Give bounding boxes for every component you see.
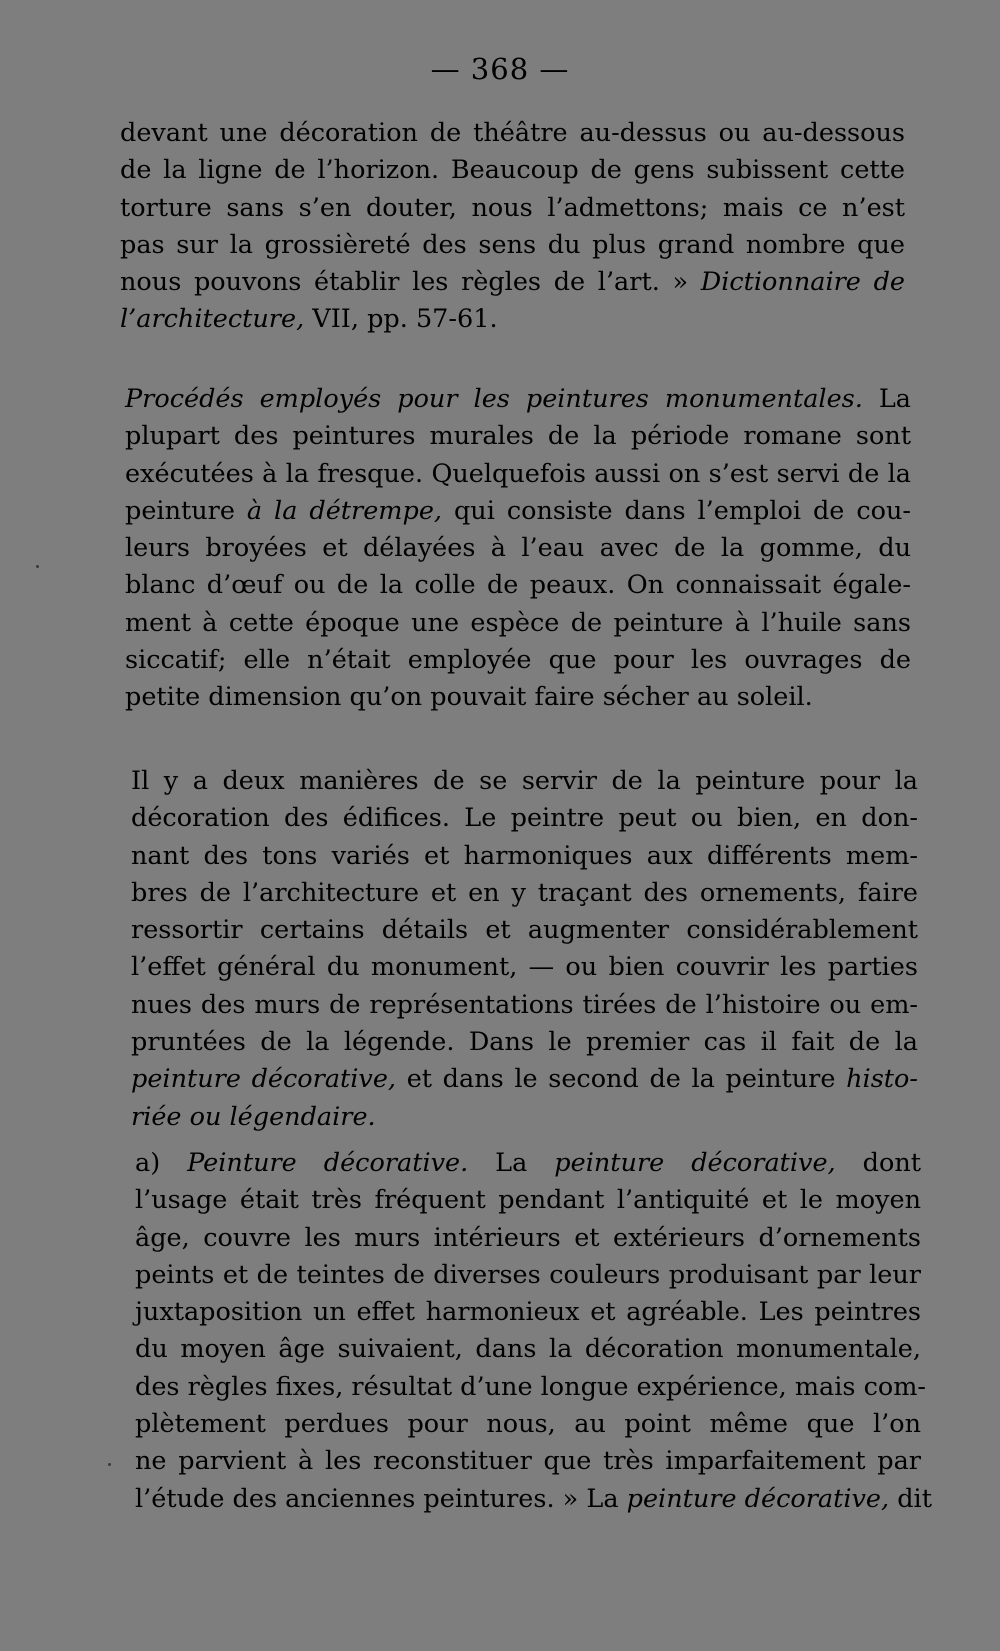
text-line: peints et de teintes de diverses couleurs produisant par leur [135,1259,921,1290]
text-line: ressortir certains détails et augmenter considérablement [131,915,918,946]
text-line: siccatif; elle n’était employée que pour les ouvrages de [125,645,911,676]
text-line: pas sur la grossièreté des sens du plus grand nombre que [120,229,905,260]
text-line: ne parvient à les reconstituer que très imparfaitement par [135,1446,921,1477]
text-line: l’usage était très fréquent pendant l’antiquité et le moyen [135,1185,921,1216]
text-line: l’effet général du monument, — ou bien couvrir les parties [131,952,918,983]
text-line: pruntées de la légende. Dans le premier cas il fait de la [131,1027,918,1058]
text-line: leurs broyées et délayées à l’eau avec de la gomme, du [125,533,911,564]
text-line: décoration des édifices. Le peintre peut ou bien, en don- [131,803,918,834]
text-line: blanc d’œuf ou de la colle de peaux. On connaissait égale- [125,570,911,601]
text-line [131,1099,918,1136]
italic-phrase: Peinture décorative. [187,1148,469,1178]
paragraph-3 [131,763,918,1136]
text-line: exécutées à la fresque. Quelquefois aussi on s’est servi de la [125,458,911,489]
text-line: âge, couvre les murs intérieurs et extérieurs d’ornements [135,1222,921,1253]
text-line: du moyen âge suivaient, dans la décoration monumentale, [135,1334,921,1365]
paragraph-2 [125,381,911,717]
italic-phrase: peinture décorative, [554,1148,836,1178]
italic-phrase: peinture décorative, [626,1483,890,1514]
page-number: — 368 — [430,52,570,86]
italic-phrase: riée ou légendaire. [131,1101,376,1132]
paragraph-1 [120,115,905,339]
text-line: devant une décoration de théâtre au-dessus ou au-dessous [120,118,905,148]
text-line: ment à cette époque une espèce de peinture à l’huile sans [125,607,911,638]
text-line: nues des murs de représentations tirées de l’histoire ou em- [131,989,918,1020]
text-line: des règles fixes, résultat d’une longue expérience, mais com- [135,1371,927,1402]
text-line: peinture décorative, et dans le second de la peinture histo- [131,1064,918,1095]
italic-phrase: Dictionnaire de [700,267,905,298]
italic-phrase: peinture décorative, [131,1064,397,1095]
text-line: torture sans s’en douter, nous l’admettons; mais ce n’est [120,192,905,223]
text-line: petite dimension qu’on pouvait faire sécher au soleil. [125,682,813,713]
text-line: l’étude des anciennes peintures. » La peinture décorative, dit [135,1483,932,1514]
text-line: plupart des peintures murales de la période romane sont [125,421,911,452]
text-line: l’architecture, VII, pp. 57-61. [120,304,498,335]
paragraph-4 [135,1145,932,1518]
italic-phrase: l’architecture, [120,304,305,335]
italic-phrase: à la détrempe, [246,495,443,526]
text-line: peinture à la détrempe, qui consiste dans l’emploi de cou- [125,495,911,526]
scan-speck [108,1463,111,1466]
text-line: Il y a deux manières de se servir de la peinture pour la [131,766,918,796]
text-line: Procédés employés pour les peintures monumentales. La [125,384,911,414]
italic-phrase: histo- [846,1064,918,1095]
italic-phrase: Procédés employés pour les peintures monumentales. [125,384,863,414]
text-line: juxtaposition un effet harmonieux et agréable. Les peintres [135,1297,921,1328]
text-line: de la ligne de l’horizon. Beaucoup de gens subissent cette [120,155,905,186]
text-line: bres de l’architecture et en y traçant des ornements, faire [131,877,918,908]
text-line: nous pouvons établir les règles de l’art. » Dictionnaire de [120,267,905,298]
text-line: nant des tons variés et harmoniques aux différents mem- [131,840,918,871]
scan-speck [36,565,39,568]
text-line: a) Peinture décorative. La peinture décorative, dont [135,1148,921,1178]
text-line: plètement perdues pour nous, au point même que l’on [135,1409,921,1440]
